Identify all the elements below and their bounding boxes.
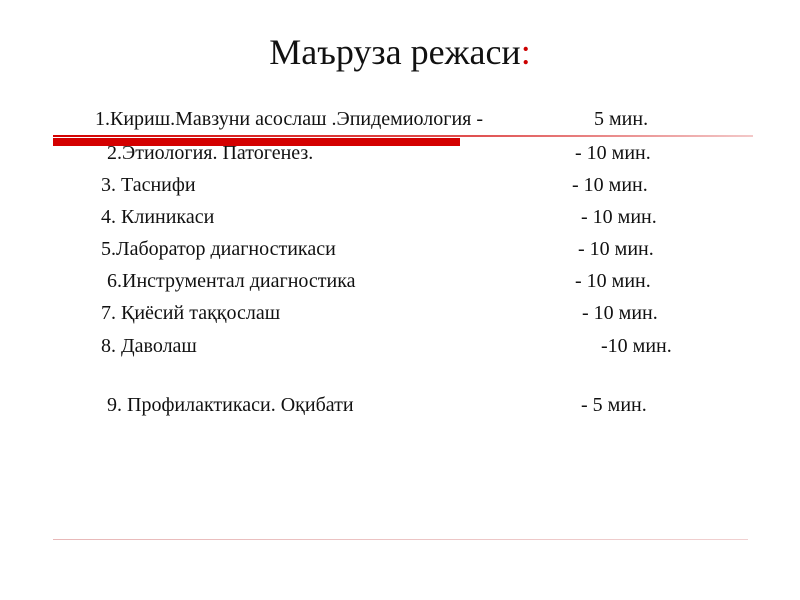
agenda-item-time: - 10 мин. <box>582 302 658 324</box>
agenda-item-text: 8. Даволаш <box>101 335 197 357</box>
agenda-item-time: 5 мин. <box>594 108 649 130</box>
agenda-item-text: 9. Профилактикаси. Оқибати <box>107 394 354 416</box>
agenda-item-text: 4. Клиникаси <box>101 206 215 228</box>
agenda-item-text: 2.Этиология. Патогенез. <box>107 142 314 164</box>
agenda-item-time: - 10 мин. <box>575 142 651 164</box>
slide-title-text: Маъруза режаси <box>269 32 521 72</box>
agenda-item-time: - 5 мин. <box>581 394 647 416</box>
footer-divider <box>53 539 748 540</box>
agenda-item-time: - 10 мин. <box>575 270 651 292</box>
agenda-item-time: - 10 мин. <box>581 206 657 228</box>
agenda-item-time: - 10 мин. <box>578 238 654 260</box>
slide-title-colon: : <box>520 32 531 72</box>
agenda-item-text: 1.Кириш.Мавзуни асослаш .Эпидемиология - <box>95 108 484 130</box>
agenda-item-time: - 10 мин. <box>572 174 648 196</box>
agenda-item-time: -10 мин. <box>601 335 672 357</box>
title-underline-thin <box>53 135 753 137</box>
agenda-item-text: 5.Лаборатор диагностикаси <box>101 238 336 260</box>
agenda-item-text: 6.Инструментал диагностика <box>107 270 356 292</box>
slide-title <box>0 30 800 74</box>
agenda-item-text: 3. Таснифи <box>101 174 196 196</box>
agenda-item-text: 7. Қиёсий таққослаш <box>101 302 281 324</box>
